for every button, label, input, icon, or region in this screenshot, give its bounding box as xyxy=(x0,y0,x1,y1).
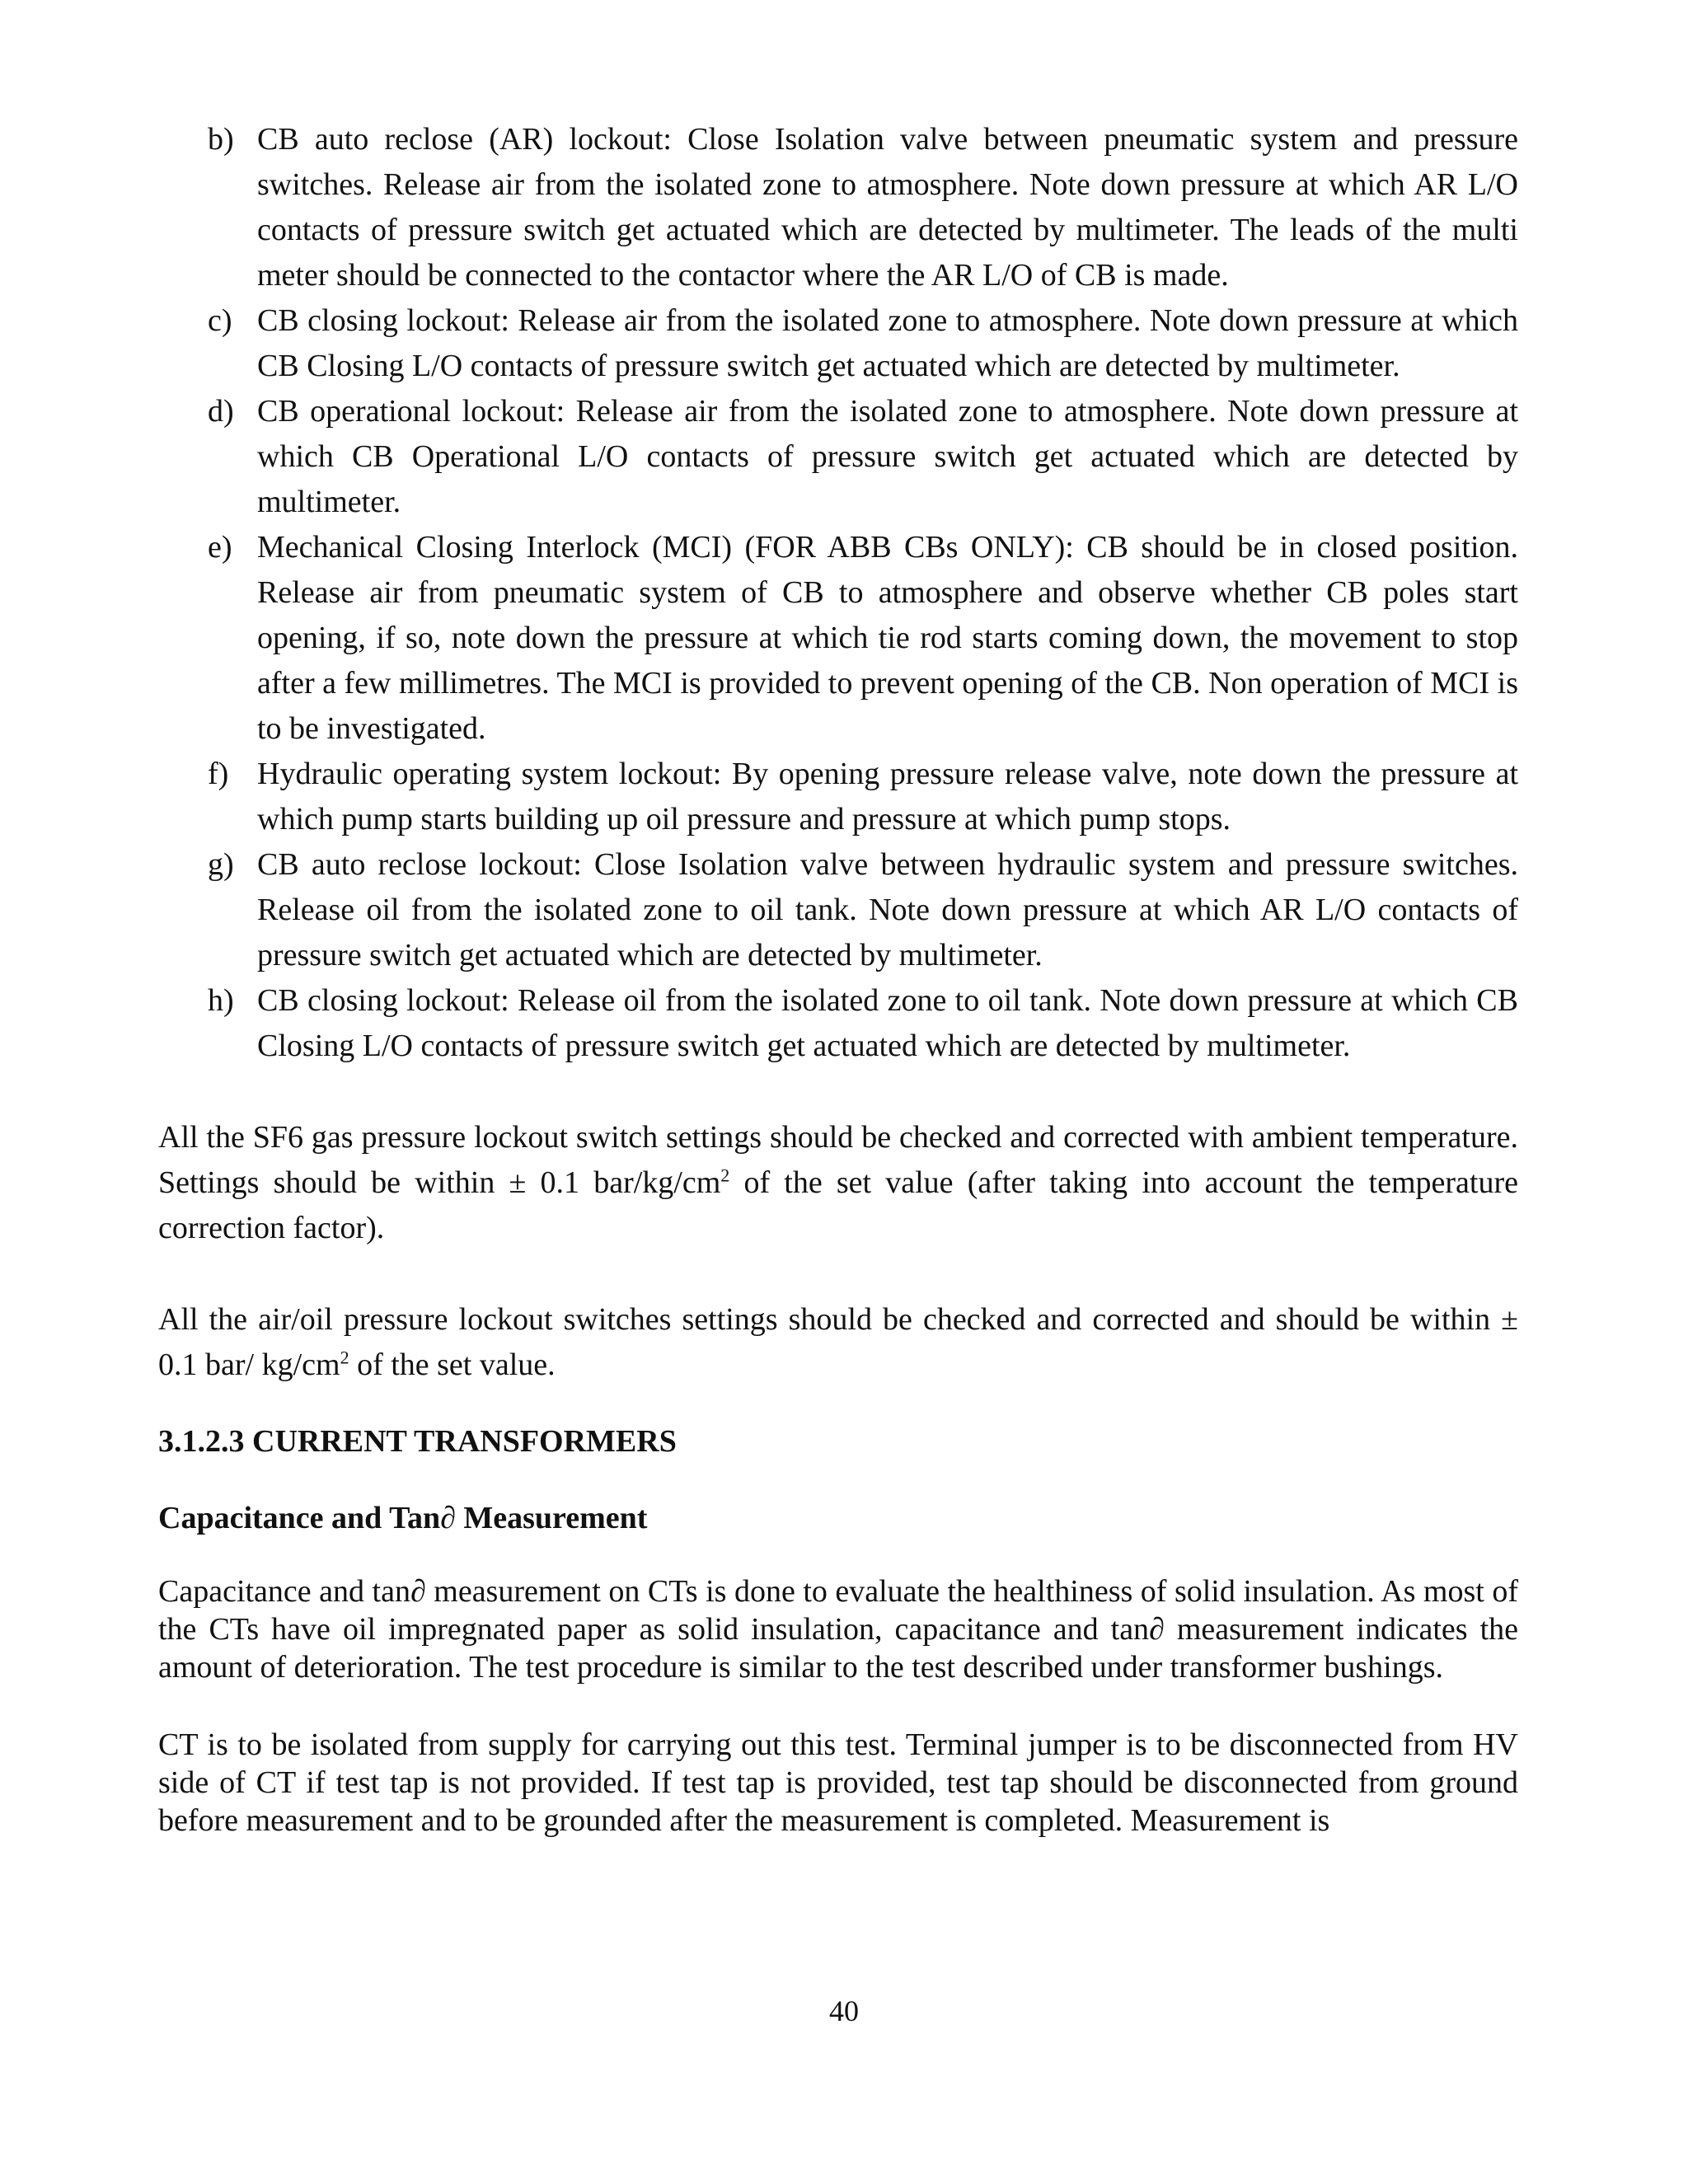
list-item-marker: b) xyxy=(208,122,234,157)
sub-heading: Capacitance and Tan∂ Measurement xyxy=(158,1501,648,1535)
page-number: 40 xyxy=(829,1994,859,2027)
list-item-text: Mechanical Closing Interlock (MCI) (FOR ABB CBs ONLY): CB should be in closed position. Release air from pneumatic system of CB to atmosphere and observe whether CB poles start opening, if so, note down the pressure at which tie rod starts coming down, the movement to stop after a few millimetres. The MCI is provided to prevent opening of the CB. Non operation of MCI is to be investigated. xyxy=(257,530,1518,746)
list-item-text: CB operational lockout: Release air from the isolated zone to atmosphere. Note down pressure at which CB Operational L/O contacts of pressure switch get actuated which are detected by multimeter. xyxy=(257,394,1518,519)
list-item-text: CB closing lockout: Release air from the isolated zone to atmosphere. Note down pressure at which CB Closing L/O contacts of pressure switch get actuated which are detected by multimeter. xyxy=(257,303,1518,383)
list-item xyxy=(158,842,1518,978)
list-item-text: CB closing lockout: Release oil from the isolated zone to oil tank. Note down pressure at which CB Closing L/O contacts of pressure switch get actuated which are detected by multimeter. xyxy=(257,983,1518,1063)
air-oil-text-before: All the air/oil pressure lockout switches settings should be checked and corrected and should be within ± 0.1 bar/ kg/cm xyxy=(158,1302,1518,1382)
list-item xyxy=(158,117,1518,298)
list-item-marker: f) xyxy=(208,757,229,791)
list-item-marker: c) xyxy=(208,303,232,338)
list-item-marker: e) xyxy=(208,530,232,565)
section-heading: 3.1.2.3 CURRENT TRANSFORMERS xyxy=(158,1424,677,1459)
list-item xyxy=(158,978,1518,1069)
sf6-superscript: 2 xyxy=(720,1165,730,1186)
list-item xyxy=(158,752,1518,842)
list-item xyxy=(158,298,1518,389)
list-item-marker: g) xyxy=(208,847,234,882)
lockout-procedure-list xyxy=(158,117,1518,1069)
air-oil-superscript: 2 xyxy=(340,1347,349,1368)
ct-isolation-paragraph: CT is to be isolated from supply for carrying out this test. Terminal jumper is to be disconnected from HV side of CT if test tap is not provided. If test tap is provided, test tap should be disconnected from ground before measurement and to be grounded after the measurement is completed. Measurement is xyxy=(158,1727,1518,1838)
capacitance-paragraph: Capacitance and tan∂ measurement on CTs is done to evaluate the healthiness of solid insulation. As most of the CTs have oil impregnated paper as solid insulation, capacitance and tan∂ measurement indicates the amount of deterioration. The test procedure is similar to the test described under transformer bushings. xyxy=(158,1574,1518,1685)
sf6-text-after: of the set value (after taking into account the temperature correction factor). xyxy=(158,1165,1518,1245)
air-oil-settings-paragraph xyxy=(158,1297,1518,1388)
list-item-marker: d) xyxy=(208,394,234,429)
sf6-settings-paragraph xyxy=(158,1115,1518,1251)
list-item xyxy=(158,525,1518,752)
list-item-marker: h) xyxy=(208,983,234,1018)
sf6-text-before: All the SF6 gas pressure lockout switch settings should be checked and corrected with ambient temperature. Settings should be within ± 0.1 bar/kg/cm xyxy=(158,1120,1518,1200)
page-content xyxy=(158,117,1518,1840)
list-item-text: CB auto reclose lockout: Close Isolation valve between hydraulic system and pressure switches. Release oil from the isolated zone to oil tank. Note down pressure at which AR L/O contacts of pressure switch get actuated which are detected by multimeter. xyxy=(257,847,1518,972)
list-item xyxy=(158,389,1518,525)
list-item-text: CB auto reclose (AR) lockout: Close Isolation valve between pneumatic system and pressure switches. Release air from the isolated zone to atmosphere. Note down pressure at which AR L/O contacts of pressure switch get actuated which are detected by multimeter. The leads of the multi meter should be connected to the contactor where the AR L/O of CB is made. xyxy=(257,122,1518,293)
list-item-text: Hydraulic operating system lockout: By opening pressure release valve, note down the pressure at which pump starts building up oil pressure and pressure at which pump stops. xyxy=(257,757,1518,837)
air-oil-text-after: of the set value. xyxy=(349,1347,556,1382)
